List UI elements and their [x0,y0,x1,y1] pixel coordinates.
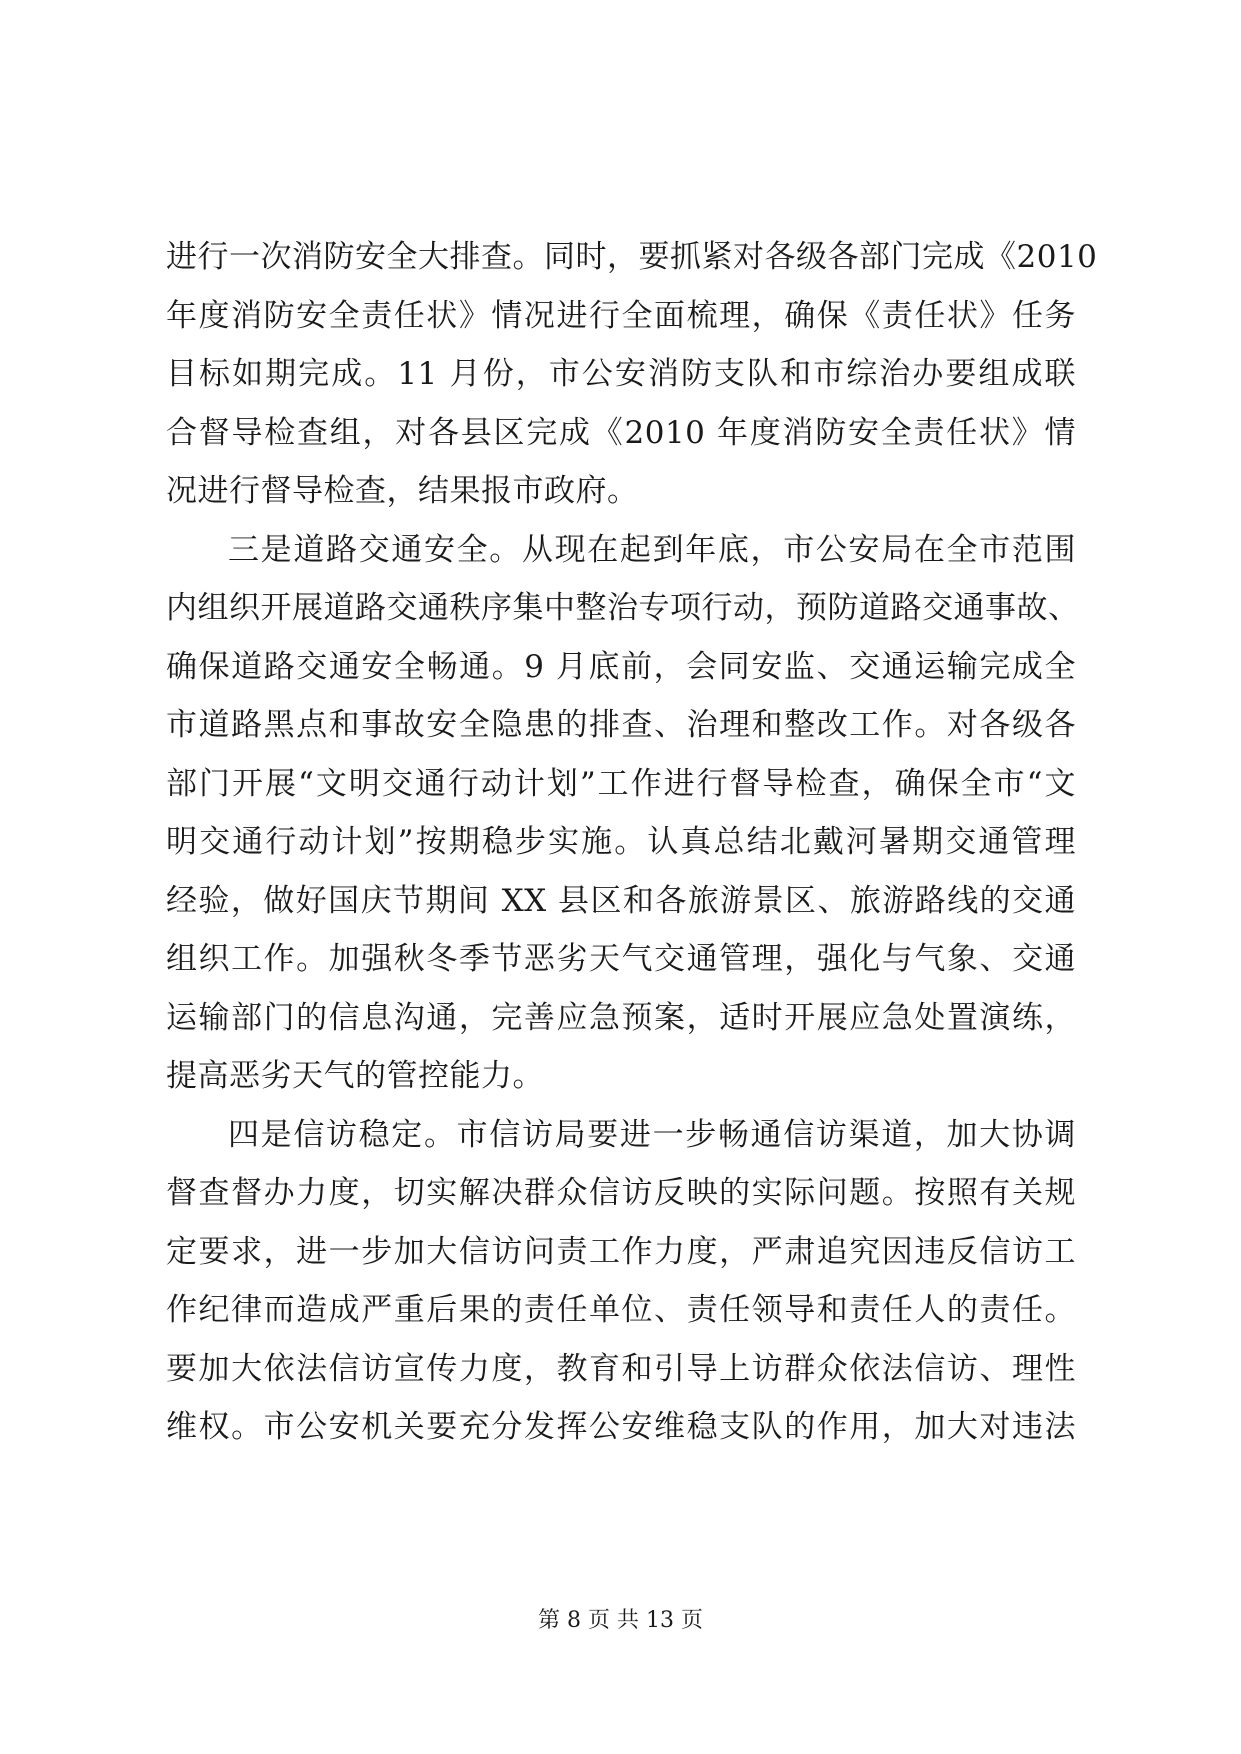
text-line: 目标如期完成。11 月份，市公安消防支队和市综治办要组成联 [166,356,1076,392]
page-footer: 第 8 页 共 13 页 [538,1608,703,1633]
text-line: 定要求，进一步加大信访问责工作力度，严肃追究因违反信访工 [166,1233,1076,1270]
text-line: 况进行督导检查，结果报市政府。 [166,473,639,509]
text-line: 年度消防安全责任状》情况进行全面梳理，确保《责任状》任务 [166,297,1076,334]
text-line: 要加大依法信访宣传力度，教育和引导上访群众依法信访、理性 [166,1350,1076,1387]
text-line: 三是道路交通安全。从现在起到年底，市公安局在全市范围 [228,531,1076,568]
text-line: 市道路黑点和事故安全隐患的排查、治理和整改工作。对各级各 [166,707,1076,743]
paragraph [166,1106,1076,1457]
text-line: 部门开展“文明交通行动计划”工作进行督导检查，确保全市“文 [166,765,1076,802]
document-body [166,228,1098,1457]
text-line: 合督导检查组，对各县区完成《2010 年度消防安全责任状》情 [166,414,1076,451]
text-line: 运输部门的信息沟通，完善应急预案，适时开展应急处置演练， [166,999,1076,1036]
paragraph [166,521,1080,1106]
text-line: 经验，做好国庆节期间 XX 县区和各旅游景区、旅游路线的交通 [166,882,1076,919]
text-line: 四是信访稳定。市信访局要进一步畅通信访渠道，加大协调 [228,1116,1076,1153]
paragraph [166,228,1098,521]
text-line: 确保道路交通安全畅通。9 月底前，会同安监、交通运输完成全 [166,648,1076,685]
text-line: 维权。市公安机关要充分发挥公安维稳支队的作用，加大对违法 [166,1409,1076,1445]
text-line: 提高恶劣天气的管控能力。 [166,1058,544,1094]
text-line: 明交通行动计划”按期稳步实施。认真总结北戴河暑期交通管理 [166,824,1076,860]
text-line: 进行一次消防安全大排查。同时，要抓紧对各级各部门完成《2010 [166,239,1098,275]
text-line: 督查督办力度，切实解决群众信访反映的实际问题。按照有关规 [166,1175,1076,1211]
text-line: 组织工作。加强秋冬季节恶劣天气交通管理，强化与气象、交通 [166,941,1076,977]
text-line: 作纪律而造成严重后果的责任单位、责任领导和责任人的责任。 [166,1292,1076,1328]
text-line: 内组织开展道路交通秩序集中整治专项行动，预防道路交通事故、 [166,590,1080,626]
